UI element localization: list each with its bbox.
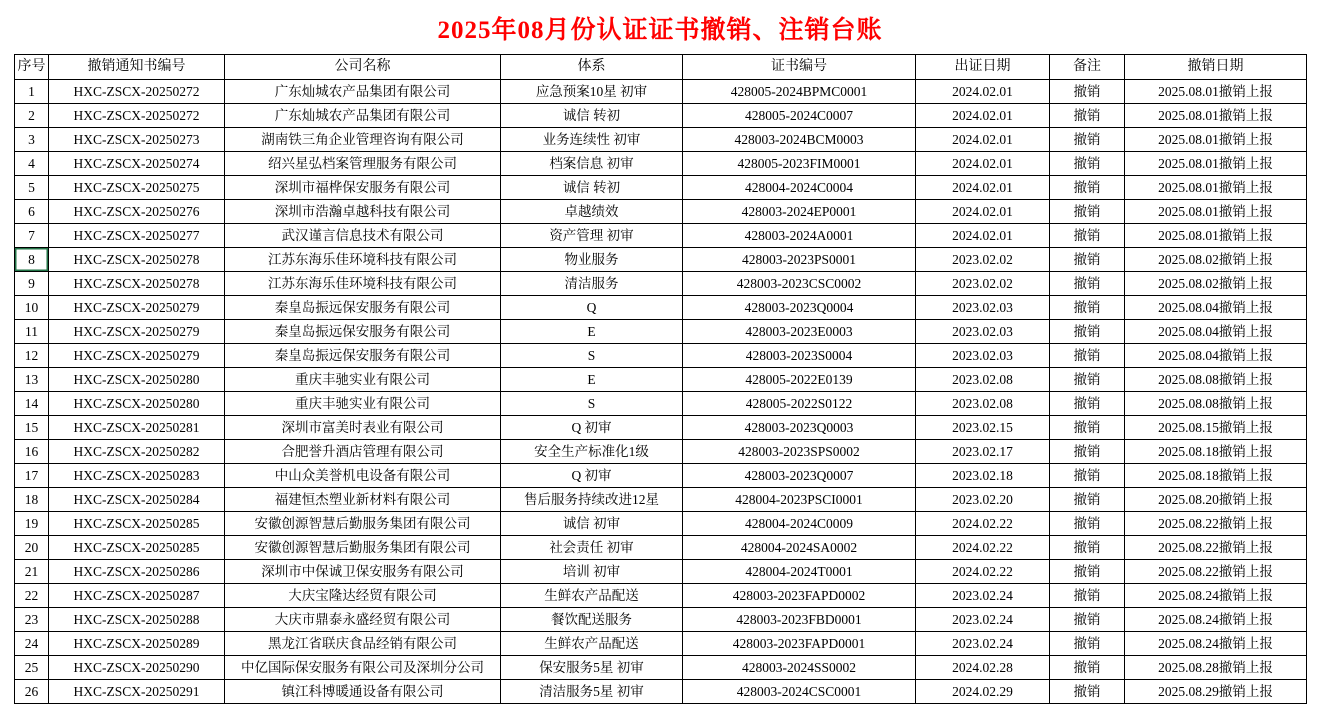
- cell-notice-number[interactable]: HXC-ZSCX-20250279: [49, 296, 225, 320]
- table-row[interactable]: [15, 200, 1307, 224]
- table-row[interactable]: [15, 272, 1307, 296]
- cell-certificate-number[interactable]: 428003-2024EP0001: [683, 200, 916, 224]
- cell-issue-date[interactable]: 2023.02.08: [916, 392, 1050, 416]
- cell-issue-date[interactable]: 2023.02.17: [916, 440, 1050, 464]
- cell-notice-number[interactable]: HXC-ZSCX-20250280: [49, 368, 225, 392]
- cell-certificate-number[interactable]: 428004-2023PSCI0001: [683, 488, 916, 512]
- cell-system[interactable]: 清洁服务: [501, 272, 683, 296]
- table-row[interactable]: [15, 128, 1307, 152]
- table-body: [15, 80, 1307, 704]
- cell-notice-number[interactable]: HXC-ZSCX-20250279: [49, 320, 225, 344]
- cell-remark[interactable]: 撤销: [1050, 200, 1125, 224]
- cell-index[interactable]: 9: [15, 272, 49, 296]
- cell-company-name[interactable]: 广东灿城农产品集团有限公司: [225, 80, 501, 104]
- cell-remark[interactable]: 撤销: [1050, 560, 1125, 584]
- cell-company-name[interactable]: 江苏东海乐佳环境科技有限公司: [225, 272, 501, 296]
- cell-remark[interactable]: 撤销: [1050, 320, 1125, 344]
- cell-issue-date[interactable]: 2023.02.02: [916, 272, 1050, 296]
- cell-company-name[interactable]: 安徽创源智慧后勤服务集团有限公司: [225, 536, 501, 560]
- cell-revoke-date[interactable]: 2025.08.01撤销上报: [1125, 152, 1307, 176]
- table-row[interactable]: [15, 320, 1307, 344]
- cell-system[interactable]: 诚信 转初: [501, 176, 683, 200]
- cell-issue-date[interactable]: 2024.02.28: [916, 656, 1050, 680]
- cell-revoke-date[interactable]: 2025.08.01撤销上报: [1125, 104, 1307, 128]
- cell-notice-number[interactable]: HXC-ZSCX-20250278: [49, 272, 225, 296]
- cell-issue-date[interactable]: 2024.02.22: [916, 512, 1050, 536]
- cell-notice-number[interactable]: HXC-ZSCX-20250284: [49, 488, 225, 512]
- cell-index[interactable]: 6: [15, 200, 49, 224]
- cell-company-name[interactable]: 重庆丰驰实业有限公司: [225, 368, 501, 392]
- cell-revoke-date[interactable]: 2025.08.08撤销上报: [1125, 368, 1307, 392]
- table-row[interactable]: [15, 440, 1307, 464]
- cell-remark[interactable]: 撤销: [1050, 104, 1125, 128]
- cell-company-name[interactable]: 安徽创源智慧后勤服务集团有限公司: [225, 512, 501, 536]
- cell-company-name[interactable]: 深圳市中保诚卫保安服务有限公司: [225, 560, 501, 584]
- cell-issue-date[interactable]: 2023.02.03: [916, 296, 1050, 320]
- cell-index[interactable]: 20: [15, 536, 49, 560]
- table-row[interactable]: [15, 632, 1307, 656]
- cell-notice-number[interactable]: HXC-ZSCX-20250272: [49, 80, 225, 104]
- cell-certificate-number[interactable]: 428003-2023FAPD0001: [683, 632, 916, 656]
- cell-certificate-number[interactable]: 428005-2023FIM0001: [683, 152, 916, 176]
- cell-certificate-number[interactable]: 428003-2023FAPD0002: [683, 584, 916, 608]
- cell-issue-date[interactable]: 2023.02.18: [916, 464, 1050, 488]
- cell-company-name[interactable]: 秦皇岛振远保安服务有限公司: [225, 344, 501, 368]
- cell-company-name[interactable]: 深圳市浩瀚卓越科技有限公司: [225, 200, 501, 224]
- table-row[interactable]: [15, 176, 1307, 200]
- cell-issue-date[interactable]: 2023.02.02: [916, 248, 1050, 272]
- cell-revoke-date[interactable]: 2025.08.24撤销上报: [1125, 608, 1307, 632]
- cell-system[interactable]: 培训 初审: [501, 560, 683, 584]
- cell-remark[interactable]: 撤销: [1050, 176, 1125, 200]
- cell-company-name[interactable]: 中山众美誉机电设备有限公司: [225, 464, 501, 488]
- cell-notice-number[interactable]: HXC-ZSCX-20250288: [49, 608, 225, 632]
- table-row[interactable]: [15, 584, 1307, 608]
- cell-revoke-date[interactable]: 2025.08.24撤销上报: [1125, 584, 1307, 608]
- cell-remark[interactable]: 撤销: [1050, 680, 1125, 704]
- cell-remark[interactable]: 撤销: [1050, 608, 1125, 632]
- table-row[interactable]: [15, 680, 1307, 704]
- cell-notice-number[interactable]: HXC-ZSCX-20250282: [49, 440, 225, 464]
- cell-system[interactable]: E: [501, 320, 683, 344]
- cell-system[interactable]: 物业服务: [501, 248, 683, 272]
- table-row[interactable]: [15, 656, 1307, 680]
- cell-notice-number[interactable]: HXC-ZSCX-20250276: [49, 200, 225, 224]
- cell-issue-date[interactable]: 2023.02.15: [916, 416, 1050, 440]
- cell-remark[interactable]: 撤销: [1050, 488, 1125, 512]
- cell-certificate-number[interactable]: 428003-2024BCM0003: [683, 128, 916, 152]
- cell-certificate-number[interactable]: 428003-2023Q0003: [683, 416, 916, 440]
- cell-remark[interactable]: 撤销: [1050, 128, 1125, 152]
- cell-certificate-number[interactable]: 428003-2023Q0004: [683, 296, 916, 320]
- cell-system[interactable]: 生鲜农产品配送: [501, 584, 683, 608]
- cell-issue-date[interactable]: 2023.02.03: [916, 320, 1050, 344]
- cell-issue-date[interactable]: 2023.02.24: [916, 608, 1050, 632]
- cell-certificate-number[interactable]: 428004-2024T0001: [683, 560, 916, 584]
- cell-index[interactable]: 17: [15, 464, 49, 488]
- cell-index[interactable]: 1: [15, 80, 49, 104]
- cell-notice-number[interactable]: HXC-ZSCX-20250281: [49, 416, 225, 440]
- cell-index[interactable]: 14: [15, 392, 49, 416]
- table-row[interactable]: [15, 536, 1307, 560]
- cell-system[interactable]: 应急预案10星 初审: [501, 80, 683, 104]
- cell-certificate-number[interactable]: 428003-2023FBD0001: [683, 608, 916, 632]
- cell-company-name[interactable]: 大庆市鼎泰永盛经贸有限公司: [225, 608, 501, 632]
- cell-revoke-date[interactable]: 2025.08.01撤销上报: [1125, 128, 1307, 152]
- cell-remark[interactable]: 撤销: [1050, 272, 1125, 296]
- cell-index[interactable]: 12: [15, 344, 49, 368]
- cell-company-name[interactable]: 广东灿城农产品集团有限公司: [225, 104, 501, 128]
- cell-system[interactable]: 餐饮配送服务: [501, 608, 683, 632]
- cell-system[interactable]: E: [501, 368, 683, 392]
- column-header-company-name: 公司名称: [225, 55, 501, 80]
- table-row[interactable]: [15, 488, 1307, 512]
- cell-certificate-number[interactable]: 428005-2022S0122: [683, 392, 916, 416]
- table-row[interactable]: [15, 104, 1307, 128]
- cell-system[interactable]: 诚信 初审: [501, 512, 683, 536]
- table-row[interactable]: [15, 80, 1307, 104]
- cell-issue-date[interactable]: 2023.02.24: [916, 584, 1050, 608]
- cell-notice-number[interactable]: HXC-ZSCX-20250275: [49, 176, 225, 200]
- table-row[interactable]: [15, 512, 1307, 536]
- cell-remark[interactable]: 撤销: [1050, 464, 1125, 488]
- cell-remark[interactable]: 撤销: [1050, 248, 1125, 272]
- table-row[interactable]: [15, 368, 1307, 392]
- cell-revoke-date[interactable]: 2025.08.01撤销上报: [1125, 80, 1307, 104]
- cell-revoke-date[interactable]: 2025.08.22撤销上报: [1125, 560, 1307, 584]
- cell-notice-number[interactable]: HXC-ZSCX-20250290: [49, 656, 225, 680]
- cell-certificate-number[interactable]: 428003-2023PS0001: [683, 248, 916, 272]
- cell-certificate-number[interactable]: 428003-2024CSC0001: [683, 680, 916, 704]
- cell-index[interactable]: 4: [15, 152, 49, 176]
- cell-issue-date[interactable]: 2024.02.01: [916, 104, 1050, 128]
- page-title: 2025年08月份认证证书撤销、注销台账: [437, 17, 883, 44]
- cell-system[interactable]: 生鲜农产品配送: [501, 632, 683, 656]
- cell-certificate-number[interactable]: 428003-2024A0001: [683, 224, 916, 248]
- cell-notice-number[interactable]: HXC-ZSCX-20250277: [49, 224, 225, 248]
- cell-index[interactable]: 16: [15, 440, 49, 464]
- cell-notice-number[interactable]: HXC-ZSCX-20250273: [49, 128, 225, 152]
- column-header-system: 体系: [501, 55, 683, 80]
- cell-issue-date[interactable]: 2024.02.01: [916, 200, 1050, 224]
- cell-remark[interactable]: 撤销: [1050, 536, 1125, 560]
- cell-index[interactable]: 13: [15, 368, 49, 392]
- cell-issue-date[interactable]: 2024.02.01: [916, 128, 1050, 152]
- cell-remark[interactable]: 撤销: [1050, 392, 1125, 416]
- cell-notice-number[interactable]: HXC-ZSCX-20250272: [49, 104, 225, 128]
- cell-remark[interactable]: 撤销: [1050, 440, 1125, 464]
- cell-system[interactable]: Q 初审: [501, 416, 683, 440]
- cell-revoke-date[interactable]: 2025.08.08撤销上报: [1125, 392, 1307, 416]
- cell-remark[interactable]: 撤销: [1050, 296, 1125, 320]
- cell-notice-number[interactable]: HXC-ZSCX-20250291: [49, 680, 225, 704]
- cell-company-name[interactable]: 绍兴星弘档案管理服务有限公司: [225, 152, 501, 176]
- cell-issue-date[interactable]: 2024.02.01: [916, 80, 1050, 104]
- cell-revoke-date[interactable]: 2025.08.18撤销上报: [1125, 464, 1307, 488]
- cell-system[interactable]: 保安服务5星 初审: [501, 656, 683, 680]
- cell-company-name[interactable]: 中亿国际保安服务有限公司及深圳分公司: [225, 656, 501, 680]
- cell-issue-date[interactable]: 2023.02.24: [916, 632, 1050, 656]
- cell-remark[interactable]: 撤销: [1050, 224, 1125, 248]
- cell-revoke-date[interactable]: 2025.08.29撤销上报: [1125, 680, 1307, 704]
- cell-index[interactable]: 21: [15, 560, 49, 584]
- cell-index[interactable]: 24: [15, 632, 49, 656]
- cell-company-name[interactable]: 深圳市福桦保安服务有限公司: [225, 176, 501, 200]
- cell-index[interactable]: 22: [15, 584, 49, 608]
- cell-notice-number[interactable]: HXC-ZSCX-20250274: [49, 152, 225, 176]
- cell-revoke-date[interactable]: 2025.08.01撤销上报: [1125, 176, 1307, 200]
- cell-company-name[interactable]: 秦皇岛振远保安服务有限公司: [225, 320, 501, 344]
- cell-certificate-number[interactable]: 428003-2023S0004: [683, 344, 916, 368]
- cell-index[interactable]: 26: [15, 680, 49, 704]
- cell-notice-number[interactable]: HXC-ZSCX-20250285: [49, 512, 225, 536]
- cell-remark[interactable]: 撤销: [1050, 344, 1125, 368]
- revocation-ledger-table: [14, 54, 1307, 704]
- ledger-table-container: [0, 54, 1320, 704]
- cell-company-name[interactable]: 江苏东海乐佳环境科技有限公司: [225, 248, 501, 272]
- cell-company-name[interactable]: 湖南铁三角企业管理咨询有限公司: [225, 128, 501, 152]
- cell-system[interactable]: Q 初审: [501, 464, 683, 488]
- cell-index[interactable]: 18: [15, 488, 49, 512]
- cell-revoke-date[interactable]: 2025.08.28撤销上报: [1125, 656, 1307, 680]
- table-row[interactable]: [15, 224, 1307, 248]
- cell-issue-date[interactable]: 2024.02.29: [916, 680, 1050, 704]
- cell-system[interactable]: 安全生产标准化1级: [501, 440, 683, 464]
- cell-remark[interactable]: 撤销: [1050, 368, 1125, 392]
- cell-revoke-date[interactable]: 2025.08.04撤销上报: [1125, 344, 1307, 368]
- cell-issue-date[interactable]: 2024.02.01: [916, 224, 1050, 248]
- cell-system[interactable]: S: [501, 392, 683, 416]
- cell-company-name[interactable]: 黑龙江省联庆食品经销有限公司: [225, 632, 501, 656]
- cell-issue-date[interactable]: 2024.02.01: [916, 176, 1050, 200]
- cell-index[interactable]: 11: [15, 320, 49, 344]
- cell-remark[interactable]: 撤销: [1050, 632, 1125, 656]
- table-row[interactable]: [15, 392, 1307, 416]
- cell-notice-number[interactable]: HXC-ZSCX-20250278: [49, 248, 225, 272]
- column-header-issue-date: 出证日期: [916, 55, 1050, 80]
- cell-notice-number[interactable]: HXC-ZSCX-20250289: [49, 632, 225, 656]
- cell-issue-date[interactable]: 2023.02.20: [916, 488, 1050, 512]
- cell-revoke-date[interactable]: 2025.08.04撤销上报: [1125, 320, 1307, 344]
- table-row[interactable]: [15, 464, 1307, 488]
- cell-notice-number[interactable]: HXC-ZSCX-20250285: [49, 536, 225, 560]
- cell-company-name[interactable]: 合肥誉升酒店管理有限公司: [225, 440, 501, 464]
- column-header-index: 序号: [15, 55, 49, 80]
- cell-certificate-number[interactable]: 428004-2024C0004: [683, 176, 916, 200]
- cell-revoke-date[interactable]: 2025.08.22撤销上报: [1125, 512, 1307, 536]
- cell-certificate-number[interactable]: 428004-2024C0009: [683, 512, 916, 536]
- cell-revoke-date[interactable]: 2025.08.20撤销上报: [1125, 488, 1307, 512]
- cell-company-name[interactable]: 秦皇岛振远保安服务有限公司: [225, 296, 501, 320]
- table-row[interactable]: [15, 296, 1307, 320]
- cell-revoke-date[interactable]: 2025.08.24撤销上报: [1125, 632, 1307, 656]
- cell-revoke-date[interactable]: 2025.08.04撤销上报: [1125, 296, 1307, 320]
- cell-remark[interactable]: 撤销: [1050, 416, 1125, 440]
- cell-certificate-number[interactable]: 428005-2024BPMC0001: [683, 80, 916, 104]
- column-header-remark: 备注: [1050, 55, 1125, 80]
- cell-remark[interactable]: 撤销: [1050, 656, 1125, 680]
- cell-system[interactable]: 社会责任 初审: [501, 536, 683, 560]
- column-header-certificate-number: 证书编号: [683, 55, 916, 80]
- cell-index[interactable]: 3: [15, 128, 49, 152]
- cell-revoke-date[interactable]: 2025.08.22撤销上报: [1125, 536, 1307, 560]
- cell-certificate-number[interactable]: 428004-2024SA0002: [683, 536, 916, 560]
- table-row[interactable]: [15, 560, 1307, 584]
- cell-certificate-number[interactable]: 428003-2023E0003: [683, 320, 916, 344]
- cell-certificate-number[interactable]: 428005-2024C0007: [683, 104, 916, 128]
- cell-remark[interactable]: 撤销: [1050, 512, 1125, 536]
- cell-revoke-date[interactable]: 2025.08.01撤销上报: [1125, 224, 1307, 248]
- cell-remark[interactable]: 撤销: [1050, 80, 1125, 104]
- cell-index[interactable]: 10: [15, 296, 49, 320]
- cell-company-name[interactable]: 镇江科博暖通设备有限公司: [225, 680, 501, 704]
- cell-remark[interactable]: 撤销: [1050, 584, 1125, 608]
- cell-notice-number[interactable]: HXC-ZSCX-20250287: [49, 584, 225, 608]
- cell-index[interactable]: 25: [15, 656, 49, 680]
- cell-issue-date[interactable]: 2024.02.01: [916, 152, 1050, 176]
- cell-system[interactable]: Q: [501, 296, 683, 320]
- cell-issue-date[interactable]: 2023.02.08: [916, 368, 1050, 392]
- cell-revoke-date[interactable]: 2025.08.18撤销上报: [1125, 440, 1307, 464]
- cell-index[interactable]: 5: [15, 176, 49, 200]
- cell-index[interactable]: 19: [15, 512, 49, 536]
- cell-notice-number[interactable]: HXC-ZSCX-20250279: [49, 344, 225, 368]
- cell-company-name[interactable]: 重庆丰驰实业有限公司: [225, 392, 501, 416]
- cell-company-name[interactable]: 深圳市富美时表业有限公司: [225, 416, 501, 440]
- table-row[interactable]: [15, 344, 1307, 368]
- table-row[interactable]: [15, 152, 1307, 176]
- cell-revoke-date[interactable]: 2025.08.01撤销上报: [1125, 200, 1307, 224]
- table-header-row: [15, 55, 1307, 80]
- cell-notice-number[interactable]: HXC-ZSCX-20250280: [49, 392, 225, 416]
- cell-certificate-number[interactable]: 428003-2023Q0007: [683, 464, 916, 488]
- cell-system[interactable]: 资产管理 初审: [501, 224, 683, 248]
- cell-system[interactable]: 卓越绩效: [501, 200, 683, 224]
- cell-notice-number[interactable]: HXC-ZSCX-20250286: [49, 560, 225, 584]
- cell-system[interactable]: 业务连续性 初审: [501, 128, 683, 152]
- cell-system[interactable]: 档案信息 初审: [501, 152, 683, 176]
- cell-notice-number[interactable]: HXC-ZSCX-20250283: [49, 464, 225, 488]
- cell-issue-date[interactable]: 2024.02.22: [916, 536, 1050, 560]
- cell-revoke-date[interactable]: 2025.08.02撤销上报: [1125, 248, 1307, 272]
- cell-system[interactable]: 售后服务持续改进12星: [501, 488, 683, 512]
- cell-company-name[interactable]: 大庆宝隆达经贸有限公司: [225, 584, 501, 608]
- cell-index[interactable]: 7: [15, 224, 49, 248]
- table-row[interactable]: [15, 416, 1307, 440]
- cell-remark[interactable]: 撤销: [1050, 152, 1125, 176]
- cell-certificate-number[interactable]: 428005-2022E0139: [683, 368, 916, 392]
- cell-index[interactable]: 23: [15, 608, 49, 632]
- cell-issue-date[interactable]: 2024.02.22: [916, 560, 1050, 584]
- cell-revoke-date[interactable]: 2025.08.15撤销上报: [1125, 416, 1307, 440]
- cell-company-name[interactable]: 武汉谨言信息技术有限公司: [225, 224, 501, 248]
- cell-certificate-number[interactable]: 428003-2023CSC0002: [683, 272, 916, 296]
- cell-issue-date[interactable]: 2023.02.03: [916, 344, 1050, 368]
- column-header-revoke-date: 撤销日期: [1125, 55, 1307, 80]
- cell-system[interactable]: S: [501, 344, 683, 368]
- cell-company-name[interactable]: 福建恒杰塑业新材料有限公司: [225, 488, 501, 512]
- cell-certificate-number[interactable]: 428003-2024SS0002: [683, 656, 916, 680]
- cell-revoke-date[interactable]: 2025.08.02撤销上报: [1125, 272, 1307, 296]
- cell-index[interactable]: 15: [15, 416, 49, 440]
- cell-certificate-number[interactable]: 428003-2023SPS0002: [683, 440, 916, 464]
- cell-index[interactable]: 2: [15, 104, 49, 128]
- cell-system[interactable]: 清洁服务5星 初审: [501, 680, 683, 704]
- column-header-notice-number: 撤销通知书编号: [49, 55, 225, 80]
- table-row[interactable]: [15, 608, 1307, 632]
- cell-index[interactable]: 8: [15, 248, 49, 272]
- table-row[interactable]: [15, 248, 1307, 272]
- cell-system[interactable]: 诚信 转初: [501, 104, 683, 128]
